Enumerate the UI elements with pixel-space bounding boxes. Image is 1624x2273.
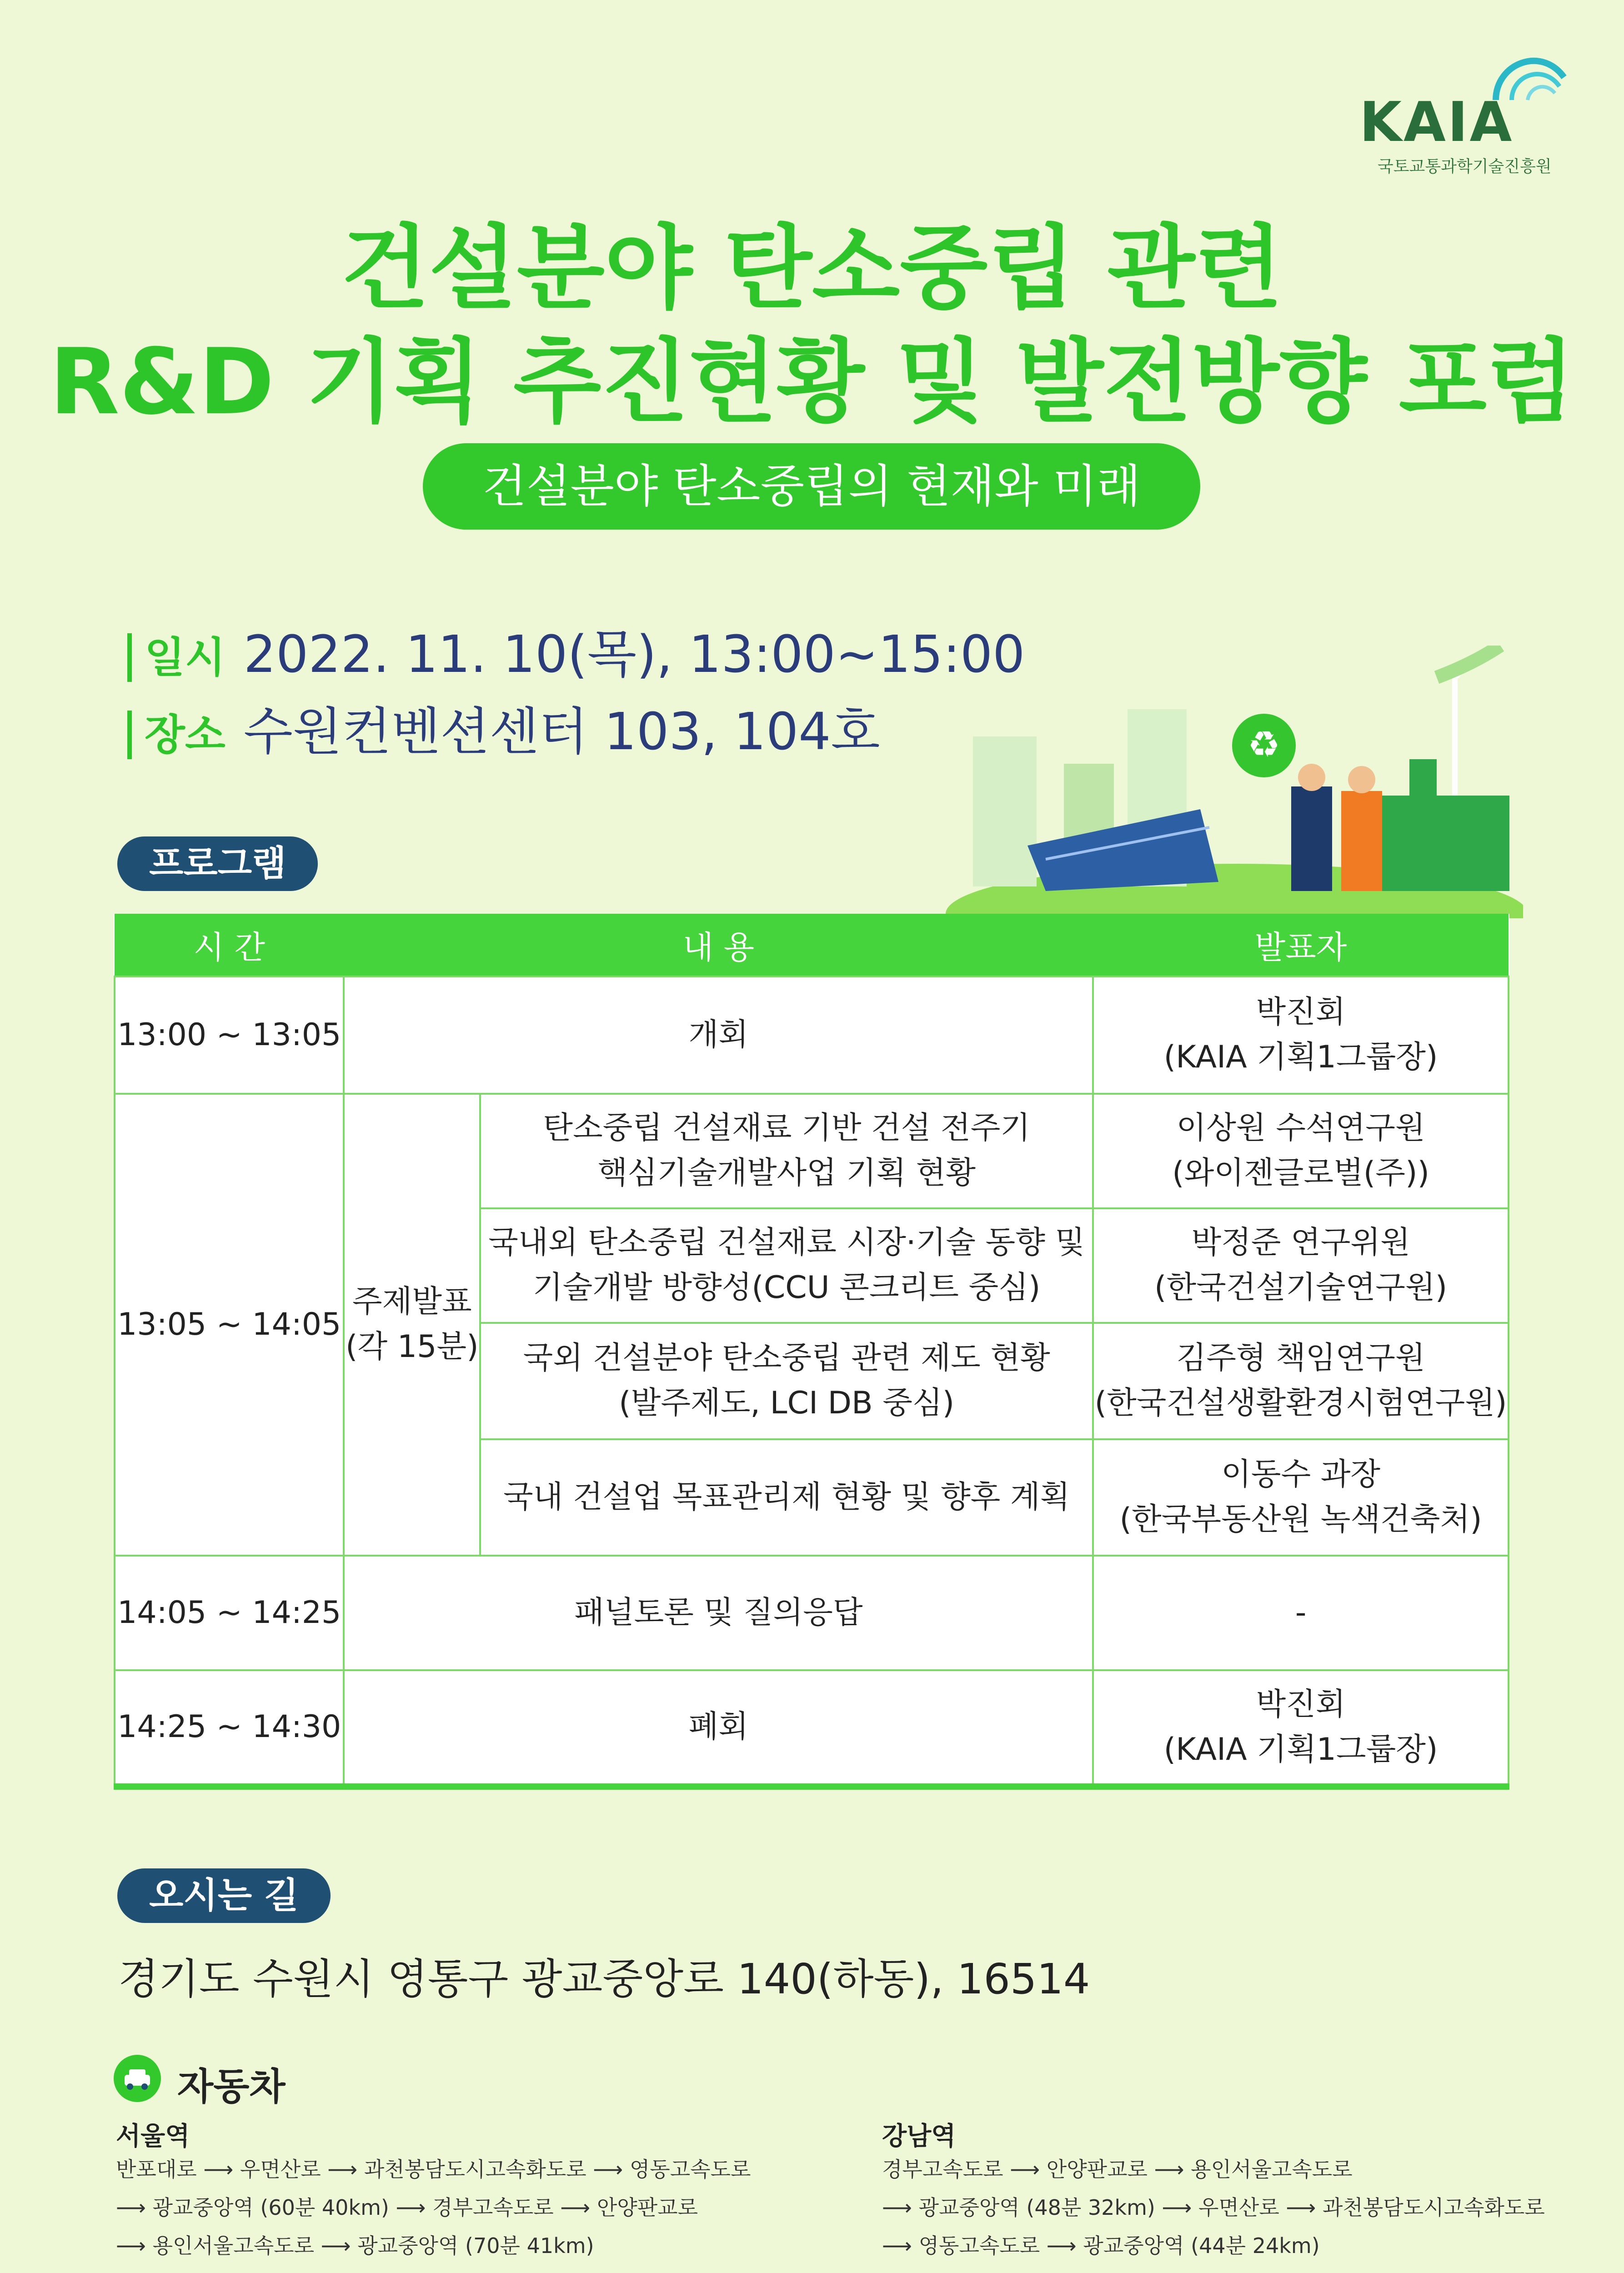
col-time-header: 시 간: [115, 914, 344, 976]
seoul-route: 반포대로 ⟶ 우면산로 ⟶ 과천봉담도시고속화도로 ⟶ 영동고속도로 ⟶ 광교중앙역 (60분 40km) ⟶ 경부고속도로 ⟶ 안양판교로 ⟶ 용인서울고속도로 ⟶ 광교중앙역 (70분 41km): [116, 2157, 751, 2258]
directions-badge: 오시는 길: [117, 1868, 331, 1923]
seoul-station-title: 서울역: [116, 2122, 190, 2151]
panel-content: 패널토론 및 질의응답: [344, 1556, 1093, 1670]
event-place-row: [127, 691, 880, 764]
gangnam-station-title: 강남역: [882, 2122, 956, 2151]
program-table: [114, 914, 1509, 1790]
close-speaker: 박진회 (KAIA 기획1그룹장): [1093, 1670, 1509, 1787]
car-title: 자동차: [177, 2065, 286, 2108]
date-value: 2022. 11. 10(목), 13:00~15:00: [243, 625, 1025, 684]
eco-city-illustration: [946, 646, 1523, 918]
kaia-logo: [1359, 50, 1573, 186]
recycle-icon: ♻: [1248, 723, 1280, 766]
date-label: 일시: [127, 633, 226, 682]
place-value: 수원컨벤션센터 103, 104호: [243, 702, 880, 761]
session-label: 주제발표 (각 15분): [344, 1094, 480, 1556]
talk-speaker: 이동수 과장 (한국부동산원 녹색건축처): [1093, 1439, 1509, 1556]
panel-speaker: -: [1093, 1556, 1509, 1670]
talk-title: 국외 건설분야 탄소중립 관련 제도 현황 (발주제도, LCI DB 중심): [480, 1323, 1093, 1439]
table-row: [115, 1670, 1509, 1787]
close-content: 폐회: [344, 1670, 1093, 1787]
col-content-header: 내 용: [344, 914, 1093, 976]
talk-title: 국내 건설업 목표관리제 현황 및 향후 계획: [480, 1439, 1093, 1556]
event-date-row: [127, 614, 1025, 687]
close-time: 14:25 ~ 14:30: [115, 1670, 344, 1787]
place-label: 장소: [127, 711, 226, 759]
talk-speaker: 이상원 수석연구원 (와이젠글로벌(주)): [1093, 1094, 1509, 1208]
session-time: 13:05 ~ 14:05: [115, 1094, 344, 1556]
program-badge: 프로그램: [117, 836, 318, 891]
table-row: [115, 976, 1509, 1094]
open-content: 개회: [344, 976, 1093, 1094]
page-title-line2: R&D 기획 추진현황 및 발전방향 포럼: [49, 329, 1575, 435]
table-header-row: [115, 914, 1509, 976]
talk-speaker: 박정준 연구위원 (한국건설기술연구원): [1093, 1208, 1509, 1323]
gangnam-route: 경부고속도로 ⟶ 안양판교로 ⟶ 용인서울고속도로 ⟶ 광교중앙역 (48분 32km) ⟶ 우면산로 ⟶ 과천봉담도시고속화도로 ⟶ 영동고속도로 ⟶ 광교중앙역 (44분 24km): [882, 2157, 1545, 2258]
panel-time: 14:05 ~ 14:25: [115, 1556, 344, 1670]
talk-speaker: 김주형 책임연구원 (한국건설생활환경시험연구원): [1093, 1323, 1509, 1439]
open-speaker: 박진회 (KAIA 기획1그룹장): [1093, 976, 1509, 1094]
open-time: 13:00 ~ 13:05: [115, 976, 344, 1094]
subtitle-pill: 건설분야 탄소중립의 현재와 미래: [423, 443, 1200, 530]
logo-text: KAIA: [1359, 91, 1514, 154]
car-icon: [114, 2055, 161, 2102]
talk-title: 국내외 탄소중립 건설재료 시장·기술 동향 및 기술개발 방향성(CCU 콘크리트 중심): [480, 1208, 1093, 1323]
table-row: [115, 1094, 1509, 1208]
table-row: [115, 1556, 1509, 1670]
col-speaker-header: 발표자: [1093, 914, 1509, 976]
talk-title: 탄소중립 건설재료 기반 건설 전주기 핵심기술개발사업 기획 현황: [480, 1094, 1093, 1208]
logo-org-name: 국토교통과학기술진흥원: [1378, 157, 1552, 176]
venue-address: 경기도 수원시 영통구 광교중앙로 140(하동), 16514: [118, 1955, 1090, 2003]
page-title-line1: 건설분야 탄소중립 관련: [341, 215, 1283, 321]
